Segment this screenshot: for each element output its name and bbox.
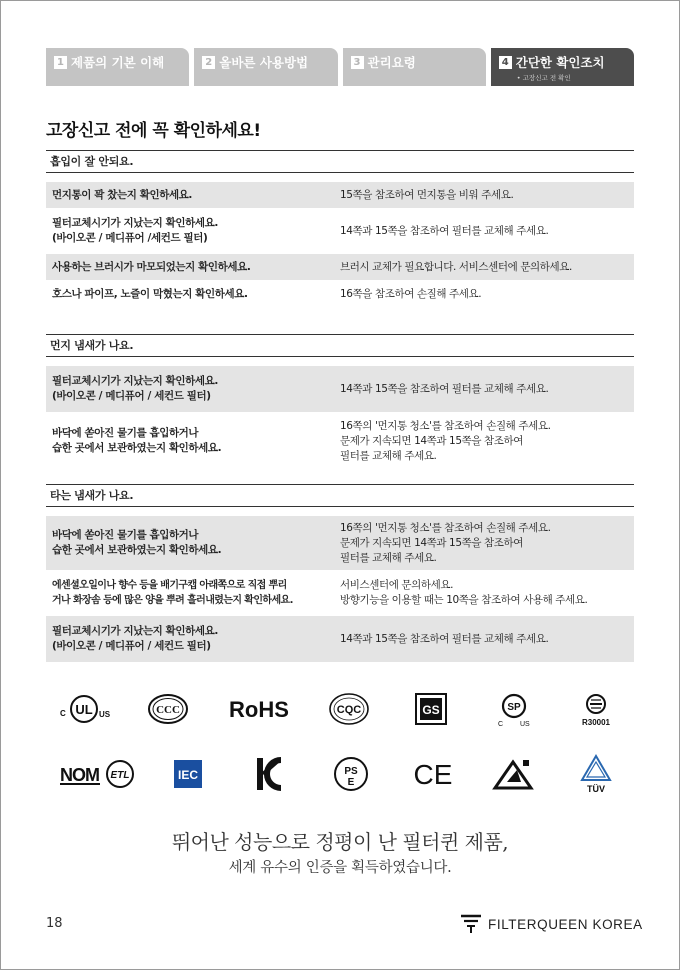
svg-text:CCC: CCC: [156, 704, 181, 716]
svg-text:RoHS: RoHS: [228, 697, 289, 722]
tab-basic-understanding[interactable]: [46, 48, 189, 86]
tab-quick-check[interactable]: [491, 48, 634, 86]
svg-text:UL: UL: [75, 702, 93, 717]
section-heading: 흡입이 잘 안되요.: [46, 150, 634, 173]
table-row: [46, 616, 634, 662]
table-row: [46, 182, 634, 208]
tab-label: 제품의 기본 이해: [71, 55, 165, 70]
csa-logo: [484, 686, 544, 732]
svg-text:GS: GS: [422, 703, 440, 717]
section-heading: 타는 냄새가 나요.: [46, 484, 634, 507]
solution: 16쪽을 참조하여 손질해 주세요.: [340, 287, 482, 300]
certification-logos-row-2: [56, 751, 626, 797]
table-row: [46, 516, 634, 570]
solution: 브러시 교체가 필요합니다. 서비스센터에 문의하세요.: [340, 260, 572, 273]
table-row: [46, 366, 634, 412]
svg-text:C: C: [60, 709, 66, 718]
table-row: [46, 254, 634, 280]
section-burning-smell: [46, 484, 634, 662]
certification-logos-row-1: [56, 686, 626, 732]
solution: 서비스센터에 문의하세요. 방향기능을 이용할 때는 10쪽을 참조하여 사용해 주세요.: [340, 579, 588, 606]
ul-logo: [56, 686, 116, 732]
cqc-logo: [319, 686, 379, 732]
svg-text:C: C: [497, 721, 503, 728]
tab-label: 올바른 사용방법: [219, 55, 309, 70]
pse-logo: [321, 751, 381, 797]
ce-logo: [403, 751, 463, 797]
tab-number: 1: [54, 56, 67, 69]
table-row: [46, 208, 634, 254]
page-number: 18: [46, 916, 63, 931]
section-dust-smell: [46, 334, 634, 470]
solution: 15쪽을 참조하여 먼지통을 비워 주세요.: [340, 188, 514, 201]
chapter-tabs: [46, 48, 634, 86]
table-row: [46, 570, 634, 616]
table-row: [46, 280, 634, 308]
solution: 14쪽과 15쪽을 참조하여 필터를 교체해 주세요.: [340, 382, 549, 395]
svg-text:TÜV: TÜV: [586, 784, 605, 794]
svg-text:R30001: R30001: [581, 718, 610, 727]
kc-logo: [239, 751, 299, 797]
solution: 14쪽과 15쪽을 참조하여 필터를 교체해 주세요.: [340, 632, 549, 645]
check-item: 바닥에 쏟아진 물기를 흡입하거나 습한 곳에서 보관하였는지 확인하세요.: [52, 427, 222, 454]
r-certification-logo: [566, 686, 626, 732]
svg-text:IEC: IEC: [177, 768, 198, 782]
table-row: [46, 412, 634, 470]
svg-text:NOM: NOM: [60, 765, 100, 785]
iec-logo: [158, 751, 218, 797]
svg-text:CQC: CQC: [336, 704, 362, 716]
svg-text:PS: PS: [344, 766, 358, 777]
filterqueen-mark-icon: [460, 914, 482, 934]
tab-label: 간단한 확인조치: [515, 55, 605, 70]
section-heading: 먼지 냄새가 나요.: [46, 334, 634, 357]
check-item: 에센셜오일이나 향수 등을 배기구캡 아래쪽으로 직접 뿌리 거나 화장솜 등에 많은 양을 뿌려 흘러내렸는지 확인하세요.: [52, 580, 293, 606]
tab-proper-usage[interactable]: [194, 48, 337, 86]
svg-text:ETL: ETL: [110, 770, 130, 781]
brand-logo: [460, 914, 643, 934]
tab-number: 2: [202, 56, 215, 69]
triangle-certification-icon: [484, 751, 544, 797]
check-item: 사용하는 브러시가 마모되었는지 확인하세요.: [52, 260, 251, 273]
slogan-subline: 세계 유수의 인증을 획득하였습니다.: [228, 860, 452, 876]
tab-sublabel: • 고장신고 전 확인: [516, 74, 571, 82]
section-suction: [46, 150, 634, 308]
brand-name: FILTERQUEEN KOREA: [488, 916, 643, 932]
check-item: 필터교체시기가 지났는지 확인하세요. (바이오콘 / 메디퓨어 / 세컨드 필터): [52, 625, 218, 652]
check-item: 먼지통이 꽉 찼는지 확인하세요.: [52, 188, 193, 201]
solution: 14쪽과 15쪽을 참조하여 필터를 교체해 주세요.: [340, 224, 549, 237]
svg-text:CE: CE: [413, 759, 453, 790]
tab-maintenance[interactable]: [343, 48, 486, 86]
page-title: 고장신고 전에 꼭 확인하세요!: [46, 121, 261, 141]
check-item: 호스나 파이프, 노즐이 막혔는지 확인하세요.: [52, 287, 248, 300]
svg-text:US: US: [99, 710, 111, 719]
tab-number: 4: [499, 56, 512, 69]
svg-text:SP: SP: [506, 702, 521, 713]
check-item: 필터교체시기가 지났는지 확인하세요. (바이오콘 / 메디퓨어 /세컨드 필터): [52, 217, 218, 244]
check-item: 필터교체시기가 지났는지 확인하세요. (바이오콘 / 메디퓨어 / 세컨드 필터): [52, 375, 218, 402]
gs-logo: [401, 686, 461, 732]
tab-label: 관리요령: [367, 55, 416, 70]
solution: 16쪽의 '먼지통 청소'를 참조하여 손질해 주세요. 문제가 지속되면 14쪽과 15쪽을 참조하여 필터를 교체해 주세요.: [340, 521, 551, 564]
nom-etl-logo: [56, 751, 136, 797]
svg-text:KC: KC: [268, 793, 270, 794]
svg-text:US: US: [519, 721, 530, 728]
solution: 16쪽의 '먼지통 청소'를 참조하여 손질해 주세요. 문제가 지속되면 14쪽과 15쪽을 참조하여 필터를 교체해 주세요.: [340, 419, 551, 462]
slogan-headline: 뛰어난 성능으로 정평이 난 필터퀸 제품,: [171, 830, 509, 854]
rohs-logo: [221, 686, 297, 732]
tuv-logo: [566, 751, 626, 797]
ccc-logo: [138, 686, 198, 732]
tab-number: 3: [351, 56, 364, 69]
check-item: 바닥에 쏟아진 물기를 흡입하거나 습한 곳에서 보관하였는지 확인하세요.: [52, 529, 222, 556]
svg-text:E: E: [347, 777, 355, 788]
